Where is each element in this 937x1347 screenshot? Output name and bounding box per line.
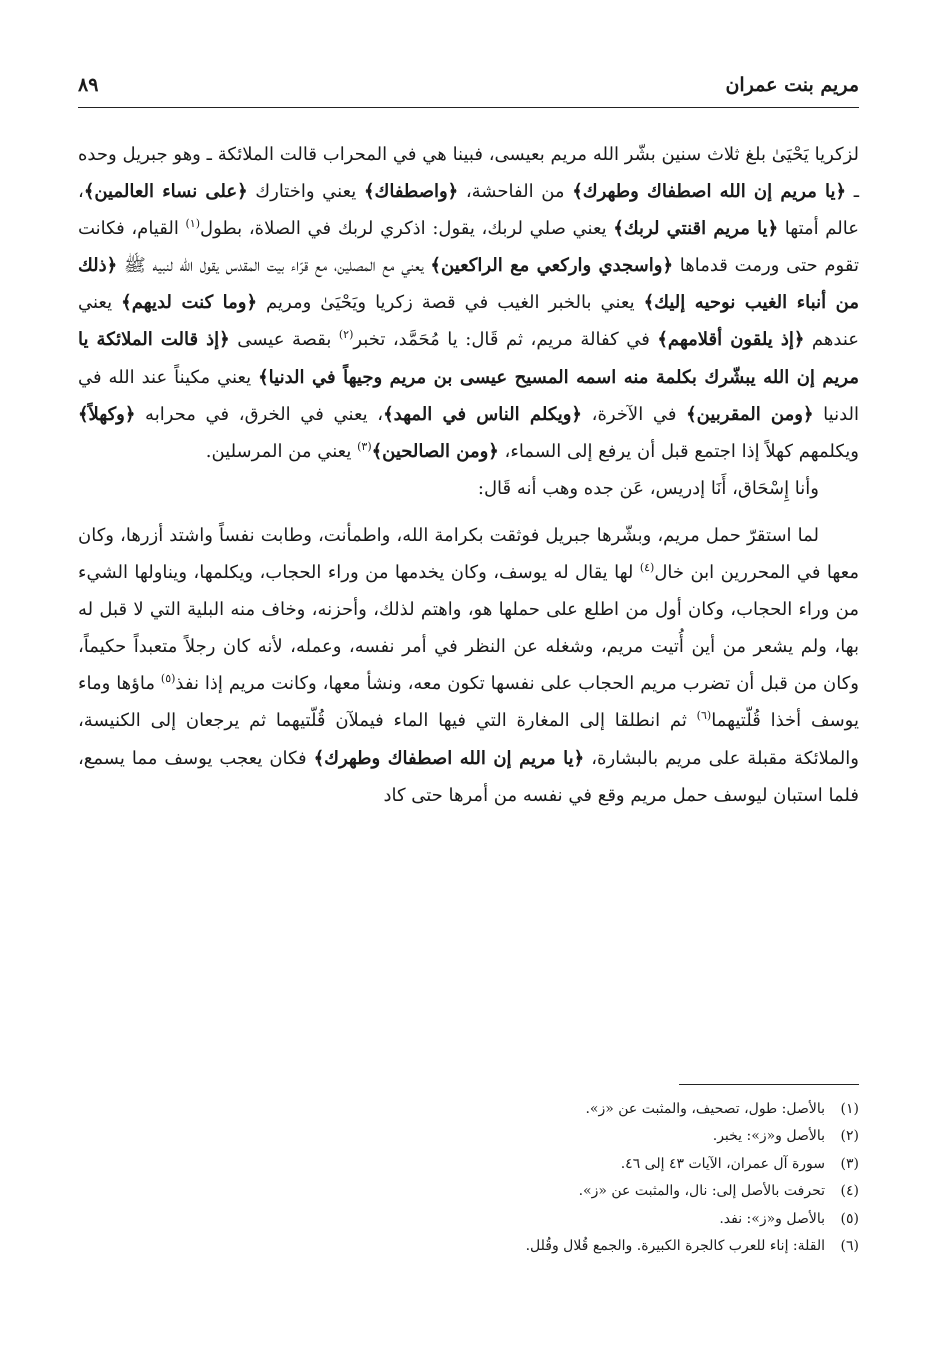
quran-quote: ﴿ومن الصالحين﴾: [371, 440, 499, 462]
footnote-item: [78, 1233, 859, 1260]
paragraph-2: [78, 470, 859, 507]
quran-quote: ﴿وكهلاً﴾: [78, 403, 136, 425]
text-run: ، عالم أمتها: [78, 181, 859, 240]
footnote-item: [78, 1206, 859, 1233]
quran-quote: ﴿واصطفاك﴾: [363, 181, 459, 203]
quran-quote: ﴿يا مريم إن الله اصطفاك وطهرك﴾: [572, 181, 847, 203]
text-run: ثم انطلقا إلى المغارة التي فيها الماء فيملآن قُلّتيهما ثم يرجعان إلى الكنيسة، والملائكة مقبلة على مريم بالبشارة،: [78, 710, 859, 769]
quran-quote: ﴿وما كنت لديهم﴾: [121, 292, 258, 314]
footnote-ref-6[interactable]: (٦): [696, 709, 712, 723]
page-number: ٨٩: [78, 74, 99, 96]
text-run: في الآخرة،: [581, 403, 687, 425]
footnote-item: [78, 1151, 859, 1178]
text-run: لها يقال له يوسف، وكان يخدمها من وراء الحجاب، ويكلمها، ويناولها الشيء من وراء الحجاب، وكان أول من اطلع على حملها هو، واهتم لذلك، وأحزنه، وخاف منه البلية التي لا قبل له بها، ولم يشعر من أين أُتيت مريم، وشغله عن النظر في أمر نفسه، وعمله، لأنه كان رجلاً متعبداً حكيماً، وكان من قبل أن تضرب مريم الحجاب على نفسها تكون معه، ونشأ معها، وكانت مريم إذا نفذ: [78, 562, 859, 695]
quran-quote: ﴿ومن المقربين﴾: [686, 403, 814, 425]
footnote-number: (٥): [840, 1210, 859, 1227]
text-run: من الفاحشة،: [458, 181, 573, 203]
text-run: فكان يعجب يوسف مما يسمع، فلما استبان ليوسف حمل مريم وقع في نفسه من أمرها حتى كاد: [78, 747, 859, 806]
footnote-number: (٤): [840, 1183, 859, 1200]
text-run: يعني صلي لربك، يقول: اذكري لربك في الصلاة، بطول: [200, 218, 614, 240]
footnote-ref-4[interactable]: (٤): [639, 561, 655, 575]
footnote-text: بالأصل: طول، تصحيف، والمثبت عن «ز».: [585, 1101, 825, 1117]
main-text: [78, 136, 859, 814]
text-run: القيام، فكانت تقوم حتى ورمت قدماها: [78, 218, 859, 277]
text-run: بقصة عيسى: [229, 329, 339, 351]
footnote-item: [78, 1178, 859, 1205]
quran-quote: ﴿إذ يلقون أقلامهم﴾: [657, 329, 805, 351]
text-run: يعني بالخبر الغيب في قصة زكريا ويَحْيَىٰ ومريم: [257, 292, 644, 314]
footnote-ref-2[interactable]: (٢): [338, 328, 354, 342]
quran-quote: ﴿على نساء العالمين﴾: [83, 181, 248, 203]
footnote-text: سورة آل عمران، الآيات ٤٣ إلى ٤٦.: [620, 1155, 825, 1172]
paragraph-1: [78, 136, 859, 470]
footnotes: [78, 1096, 859, 1260]
footnote-text: بالأصل و«ز»: يخبر.: [712, 1128, 825, 1145]
text-run: وأنا إِسْحَاق، أَنَا إدريس، عَن جده وهب أنه قَال:: [477, 477, 819, 499]
footnote-item: [78, 1123, 859, 1150]
text-run: ، يعني في الخرق، في محرابه: [135, 403, 384, 425]
text-run: ماؤها وماء يوسف أخذا قُلّتيهما: [78, 673, 859, 732]
quran-quote: ﴿ذلك من أنباء الغيب نوحيه إليك﴾: [78, 255, 859, 314]
quran-quote: ﴿واسجدي واركعي مع الراكعين﴾: [430, 255, 673, 277]
text-run: يعني واختارك: [247, 181, 364, 203]
text-run: يعني عندهم: [78, 292, 860, 351]
footnote-ref-3[interactable]: (٣): [357, 439, 372, 453]
paragraph-3: [78, 517, 859, 814]
text-run: يعني من المرسلين.: [205, 440, 358, 462]
quran-quote: ﴿ويكلم الناس في المهد﴾: [383, 403, 582, 425]
quran-quote: ﴿يا مريم إن الله اصطفاك وطهرك﴾: [313, 747, 585, 769]
quran-quote: ﴿إذ قالت الملائكة يا مريم إن الله يبشّرك بكلمة منه اسمه المسيح عيسى بن مريم وجيهاً في الدنيا﴾: [78, 329, 859, 388]
header-divider: [78, 107, 859, 108]
text-run: يعني مع المصلين، مع قرّاء بيت المقدس يقول الله لنبيه ﷺ: [117, 255, 431, 277]
text-run: ويكلمهم كهلاً إذا اجتمع قبل أن يرفع إلى السماء،: [498, 440, 859, 462]
footnote-text: بالأصل و«ز»: نفد.: [719, 1210, 825, 1227]
running-header: [78, 68, 859, 102]
text-run: يعني مكيناً عند الله في الدنيا: [78, 366, 860, 425]
footnote-ref-5[interactable]: (٥): [160, 672, 176, 686]
footnote-number: (٦): [840, 1238, 859, 1255]
chapter-title: مريم بنت عمران: [725, 74, 859, 96]
footnote-text: القلة: إناء للعرب كالجرة الكبيرة. والجمع قُلال وقُلل.: [525, 1238, 825, 1255]
footnote-item: [78, 1096, 859, 1123]
footnote-number: (٢): [840, 1128, 859, 1145]
text-run: في كفالة مريم، ثم قَال: يا مُحَمَّد، تخبر: [353, 329, 658, 351]
footnote-text: تحرفت بالأصل إلى: نال، والمثبت عن «ز».: [578, 1183, 825, 1200]
footnote-ref-1[interactable]: (١): [185, 217, 201, 231]
footnote-divider: [679, 1084, 859, 1085]
footnote-number: (٣): [840, 1155, 859, 1172]
footnote-number: (١): [840, 1101, 859, 1117]
text-run: لما استقرّ حمل مريم، وبشّرها جبريل فوثقت بكرامة الله، واطمأنت، وطابت نفساً واشتد أزرها، وكان معها في المحررين ابن خال: [78, 524, 859, 584]
text-run: لزكريا يَحْيَىٰ بلغ ثلاث سنين بشّر الله مريم بعيسى، فبينا هي في المحراب قالت الملائكة ـ وهو جبريل وحده ـ: [78, 144, 859, 203]
quran-quote: ﴿يا مريم اقنتي لربك﴾: [613, 218, 779, 240]
